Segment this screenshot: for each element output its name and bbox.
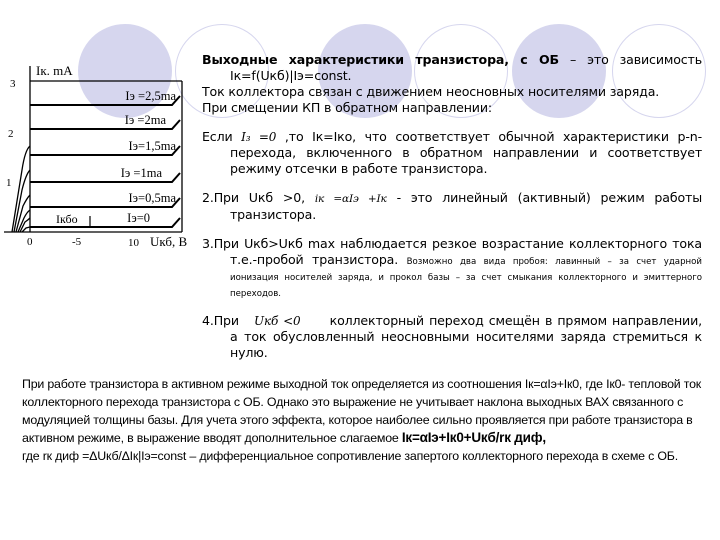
- text: 3.При Uкб>Uкб max наблюдается резкое возрастание коллекторного тока т.е.-пробой транзистора.: [202, 236, 702, 267]
- x-tick: 0: [27, 236, 33, 248]
- y-tick: 1: [6, 177, 12, 189]
- y-axis-label: Iк. mA: [36, 63, 73, 78]
- text: коллекторный переход смещён в прямом направлении, а ток обусловленный неосновными носителями заряда стремиться к нулю.: [230, 313, 702, 360]
- paragraph: Ток коллектора связан с движением неосновных носителями заряда.: [202, 84, 660, 99]
- text: При работе транзистора в активном режиме выходной ток определяется из соотношения Iк=αIэ+Iк0, где Iк0- тепловой ток коллекторного перехода транзистора с ОБ. Однако это выражение не учитывает наклона выходных ВАХ связанного с модуляцией толщины базы. Для учета этого эффекта, которое наиболее сильно проявляется при работе транзистора в активном режиме, в выражение вводят дополнительное слагаемое: [22, 377, 701, 445]
- formula: Uкб <0: [254, 314, 301, 328]
- curve-label: Iэ=1,5ma: [128, 139, 176, 153]
- bottom-text: [22, 375, 712, 465]
- x-tick: 10: [128, 237, 139, 249]
- text: где rк диф =ΔUкб/ΔIк|Iэ=const – дифференциальное сопротивление запертого коллекторного перехода в схеме с ОБ.: [22, 449, 678, 463]
- paragraph-case-1: [202, 129, 702, 177]
- paragraph: При смещении КП в обратном направлении:: [202, 100, 492, 115]
- curve-label: Iэ=0: [127, 211, 150, 225]
- ikbo-label: Iкбо: [56, 212, 78, 226]
- text: ,то Iк=Iко, что соответствует обычной характеристики p-n-перехода, включенного в обратном направлении и соответствует режиму отсечки в работе транзистора.: [230, 129, 703, 176]
- formula-bold: Iк=αIэ+Iк0+Uкб/rк диф,: [401, 430, 546, 445]
- formula: iк =αIэ +Iк: [314, 193, 387, 205]
- text: Если: [202, 129, 242, 144]
- paragraph-case-3: [202, 236, 702, 300]
- paragraph-case-4: [202, 313, 702, 361]
- main-text: [202, 52, 702, 361]
- curve-label: Iэ =1ma: [120, 166, 162, 180]
- text: - это линейный (активный) режим работы транзистора.: [230, 190, 702, 222]
- paragraph-definition: [202, 52, 702, 84]
- title-bold: Выходные характеристики транзистора, с ОБ: [202, 52, 559, 67]
- small-note: Возможно два вида пробоя: лавинный – за счет ударной ионизация носителей заряда, и прокол базы – за счет смыкания коллекторного и эмиттерного переходов.: [230, 257, 702, 299]
- y-tick: 3: [10, 78, 16, 90]
- x-tick: -5: [72, 236, 82, 248]
- text: 2.При Uкб >0,: [202, 190, 315, 205]
- curve-label: Iэ=0,5ma: [128, 191, 176, 205]
- y-tick: 2: [8, 128, 14, 140]
- x-axis-label: Uкб, B: [150, 234, 188, 249]
- curve-label: Iэ =2,5ma: [125, 89, 176, 103]
- paragraph-case-2: [202, 190, 702, 223]
- title-rest: – это зависимость Iк=f(Uкб)|Iэ=const.: [230, 52, 703, 83]
- curve-label: Iэ =2ma: [124, 113, 166, 127]
- text: 4.При: [202, 313, 245, 328]
- formula: I₃ =0: [241, 130, 277, 144]
